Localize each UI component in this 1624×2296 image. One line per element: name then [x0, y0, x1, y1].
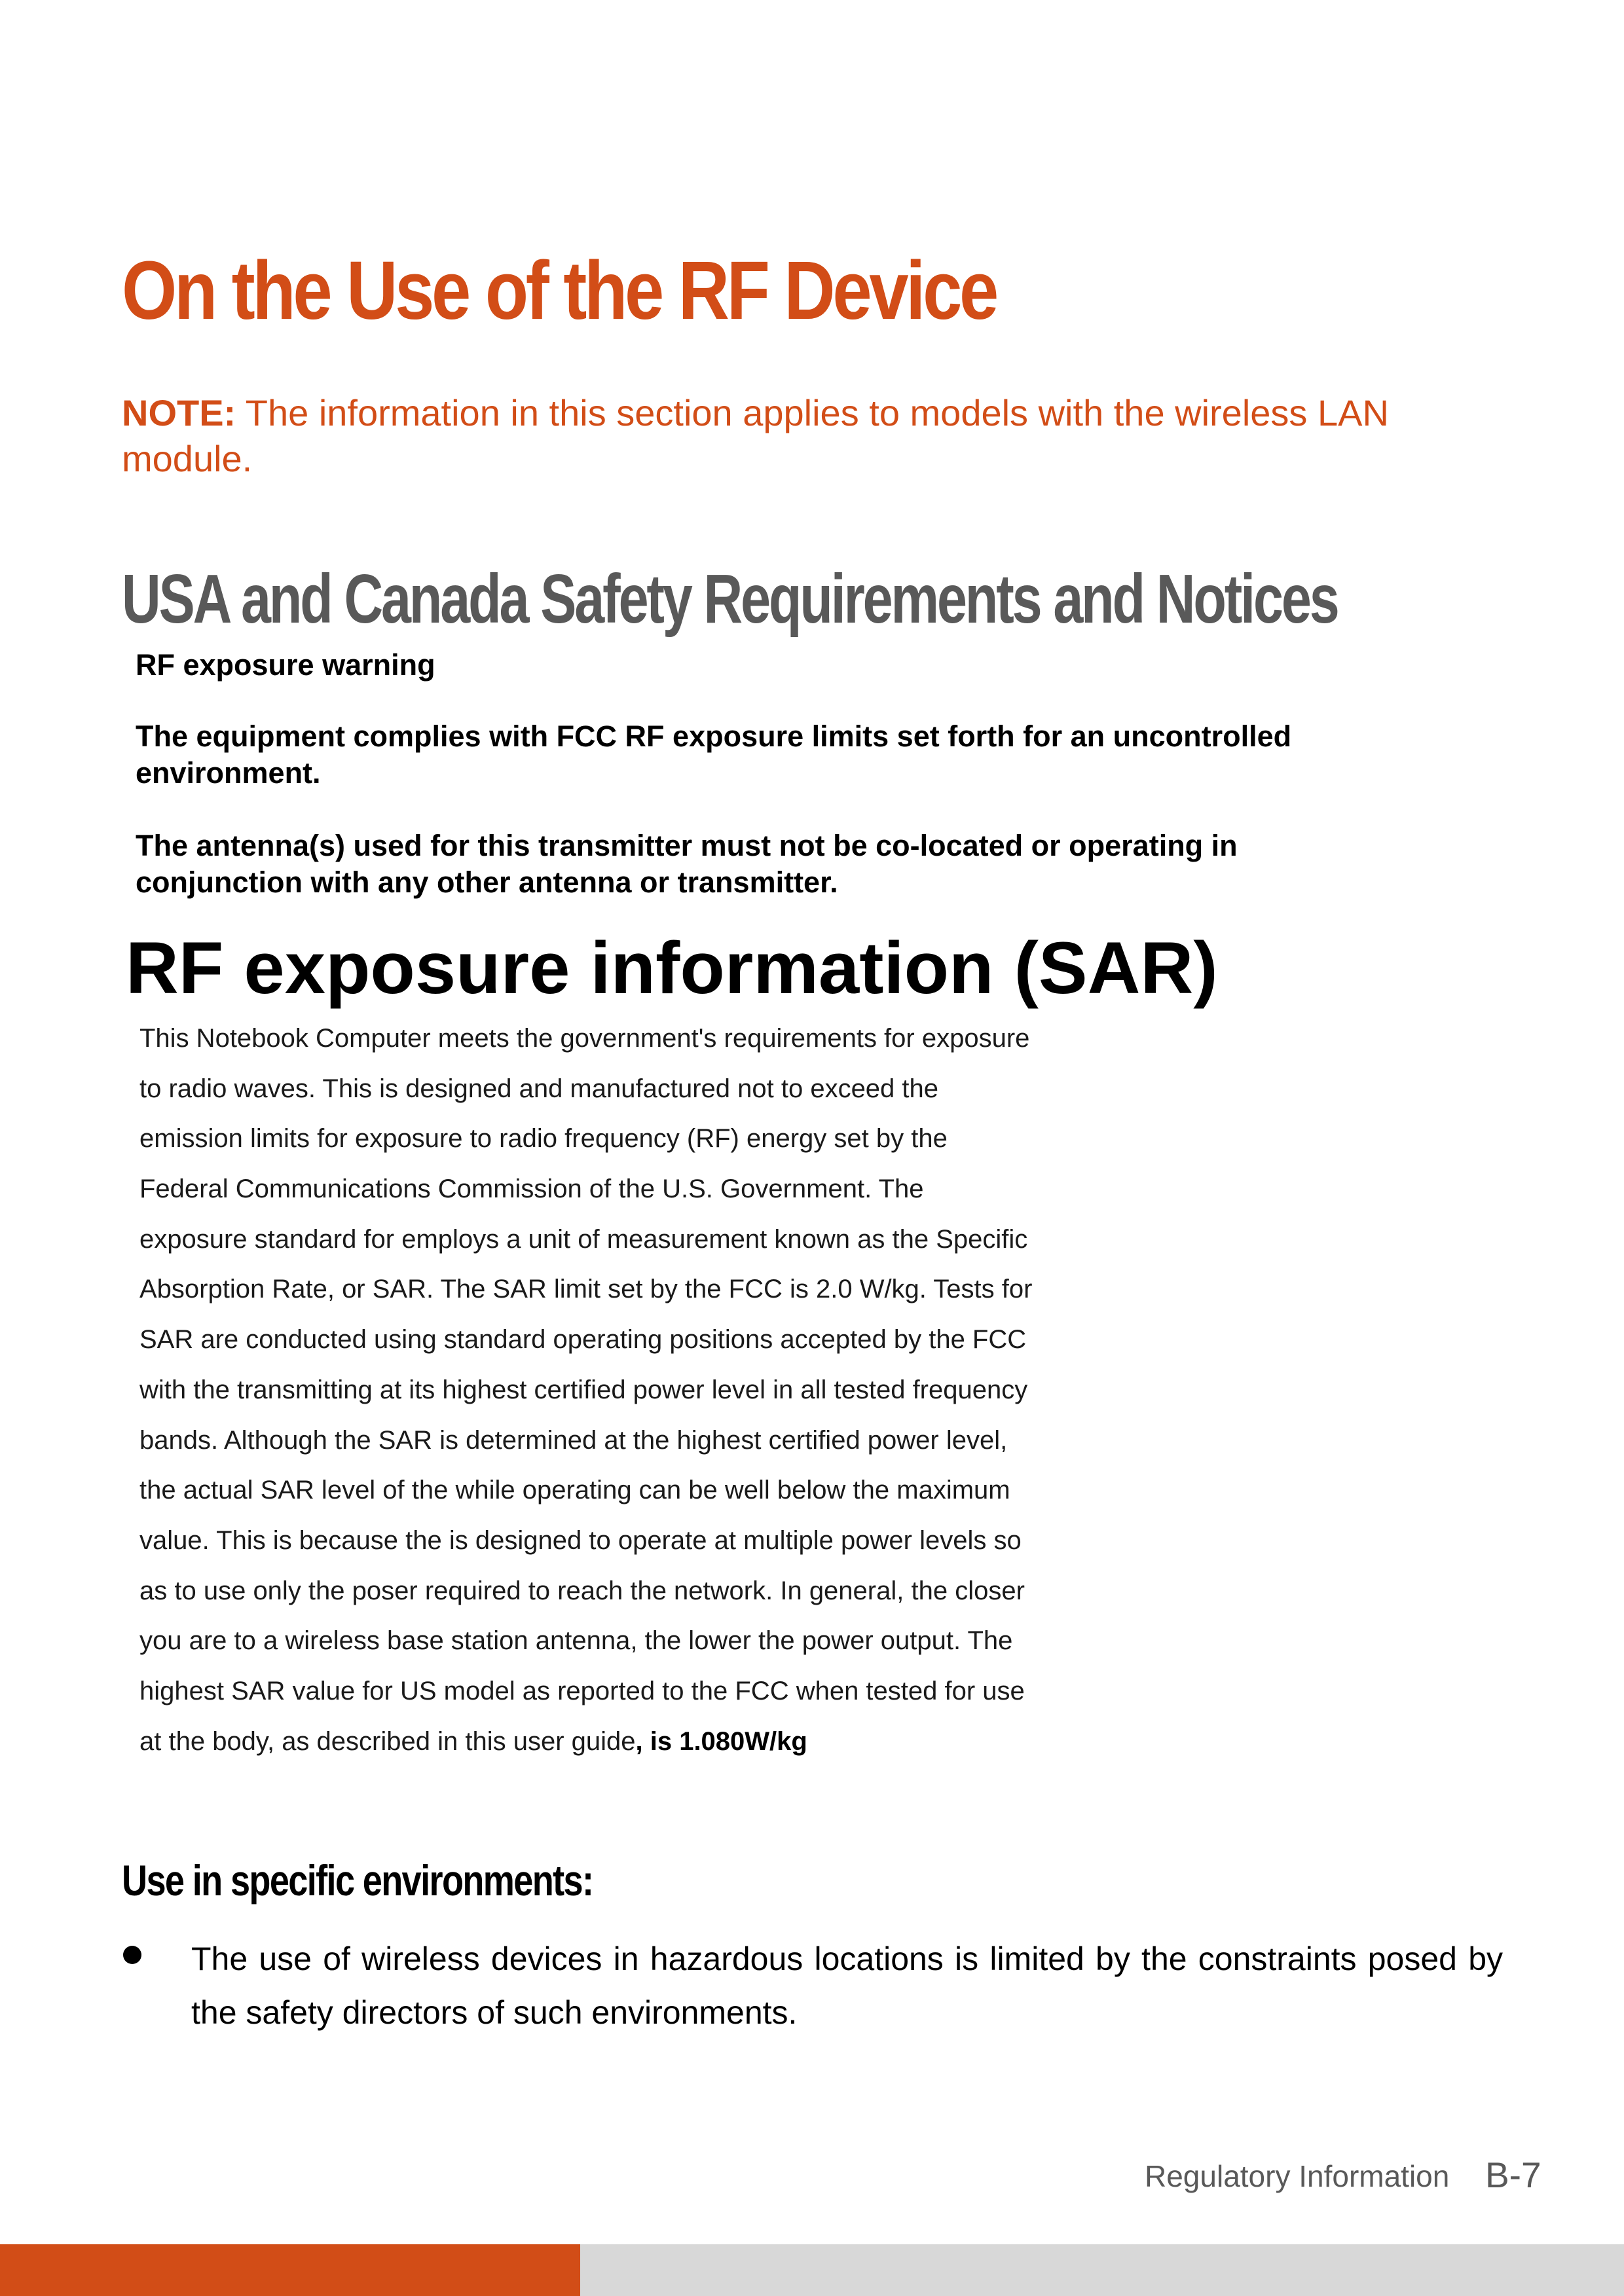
sar-line: SAR are conducted using standard operating positions accepted by the FCC: [139, 1325, 1027, 1355]
footer-accent-bar: [0, 2244, 580, 2296]
rf-warning-label: RF exposure warning: [136, 648, 435, 682]
page-title: On the Use of the RF Device: [122, 244, 997, 337]
sar-line-last: [139, 1717, 1161, 1767]
environments-heading: Use in specific environments:: [122, 1856, 593, 1904]
environment-bullet-text: The use of wireless devices in hazardous locations is limited by the constraints posed by the safety directors of such environments.: [191, 1941, 1503, 2031]
note-text: The information in this section applies to models with the wireless LAN module.: [122, 392, 1389, 479]
usa-canada-heading: USA and Canada Safety Requirements and Notices: [122, 560, 1338, 638]
sar-paragraph: [139, 1013, 1161, 1766]
note-paragraph: [122, 390, 1497, 482]
bullet-icon: [123, 1946, 141, 1964]
sar-line: This Notebook Computer meets the government's requirements for exposure: [139, 1024, 1030, 1053]
rf-compliance-text: The equipment complies with FCC RF exposure limits set forth for an uncontrolled environment.: [136, 720, 1292, 790]
sar-line: the actual SAR level of the while operating can be well below the maximum: [139, 1476, 1010, 1505]
sar-line: you are to a wireless base station antenna, the lower the power output. The: [139, 1626, 1013, 1656]
sar-last-line-text: at the body, as described in this user guide: [139, 1726, 636, 1756]
note-label: NOTE:: [122, 392, 236, 433]
sar-line: bands. Although the SAR is determined at the highest certified power level,: [139, 1425, 1008, 1455]
sar-line: as to use only the poser required to reach the network. In general, the closer: [139, 1576, 1025, 1605]
sar-line: with the transmitting at its highest certified power level in all tested frequency: [139, 1375, 1028, 1404]
sar-line: exposure standard for employs a unit of measurement known as the Specific: [139, 1224, 1028, 1254]
sar-line: highest SAR value for US model as reported to the FCC when tested for use: [139, 1676, 1025, 1705]
sar-value: , is 1.080W/kg: [635, 1726, 807, 1756]
sar-heading: RF exposure information (SAR): [126, 927, 1218, 1009]
footer-gray-bar: [580, 2244, 1624, 2296]
sar-line: Absorption Rate, or SAR. The SAR limit set by the FCC is 2.0 W/kg. Tests for: [139, 1275, 1033, 1304]
footer-page-number: B-7: [1485, 2155, 1541, 2195]
sar-line: Federal Communications Commission of the U.S. Government. The: [139, 1175, 924, 1204]
rf-antenna-text: The antenna(s) used for this transmitter must not be co-located or operating in conjunction with any other antenna or transmitter.: [136, 829, 1238, 899]
sar-line: value. This is because the is designed to operate at multiple power levels so: [139, 1525, 1022, 1555]
sar-line: emission limits for exposure to radio frequency (RF) energy set by the: [139, 1124, 948, 1154]
sar-line: to radio waves. This is designed and manufactured not to exceed the: [139, 1074, 939, 1103]
footer-section-label: Regulatory Information: [1145, 2159, 1450, 2193]
